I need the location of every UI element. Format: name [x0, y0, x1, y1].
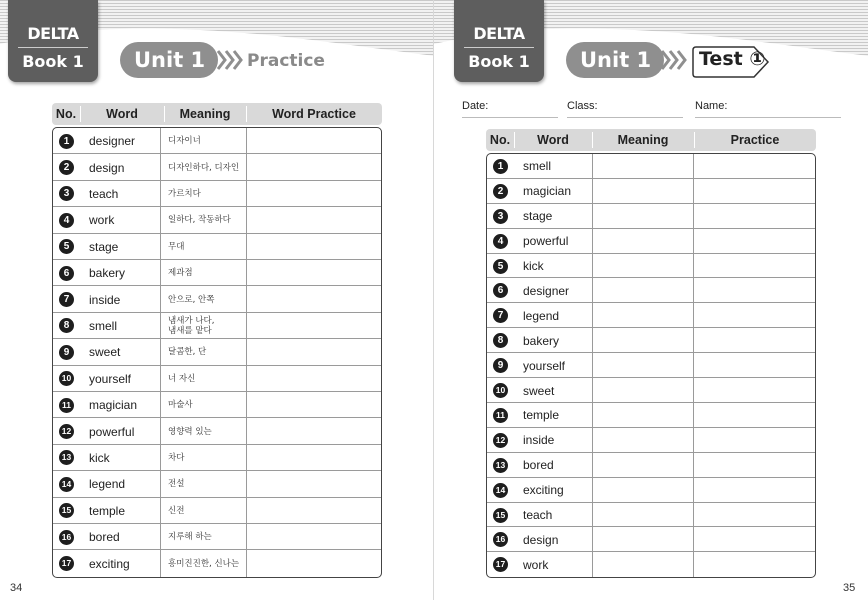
row-number-badge: 13	[493, 458, 508, 473]
column-header-meaning: Meaning	[179, 107, 231, 121]
class-label: Class:	[567, 100, 598, 112]
date-label: Date:	[462, 100, 489, 112]
word-practice-cell[interactable]	[247, 418, 382, 444]
column-divider	[246, 128, 247, 577]
row-number-badge: 14	[493, 483, 508, 498]
row-number-badge: 1	[59, 134, 74, 149]
row-meaning	[168, 163, 239, 173]
practice-answer-cell[interactable]	[694, 453, 816, 478]
meaning-answer-cell[interactable]	[593, 428, 693, 453]
practice-answer-cell[interactable]	[694, 403, 816, 428]
row-word: inside	[523, 433, 555, 448]
book-badge	[454, 0, 544, 82]
row-word: magician	[523, 184, 572, 199]
table-row	[487, 328, 815, 353]
row-word: stage	[523, 209, 553, 224]
row-word: stage	[89, 239, 119, 254]
meaning-answer-cell[interactable]	[593, 303, 693, 328]
table-row	[487, 503, 815, 528]
meaning-line: 지루해 하는	[168, 532, 212, 543]
row-word: teach	[89, 186, 119, 201]
meaning-answer-cell[interactable]	[593, 179, 693, 204]
book-badge	[8, 0, 98, 82]
practice-answer-cell[interactable]	[694, 254, 816, 279]
row-meaning	[168, 479, 184, 489]
row-number-badge: 2	[59, 160, 74, 175]
table-row	[53, 207, 381, 233]
unit-label: Unit 1	[566, 42, 664, 78]
row-number-badge: 8	[493, 333, 508, 348]
name-label: Name:	[695, 100, 728, 112]
meaning-answer-cell[interactable]	[593, 229, 693, 254]
practice-table-header	[52, 103, 382, 125]
row-number-badge: 14	[59, 477, 74, 492]
table-row	[487, 453, 815, 478]
column-header-no: No.	[489, 133, 511, 147]
meaning-line: 제과점	[168, 268, 193, 279]
book-label: Book 1	[22, 52, 84, 71]
meaning-line: 냄새를 맡다	[168, 325, 212, 336]
word-practice-cell[interactable]	[247, 260, 382, 286]
practice-answer-cell[interactable]	[694, 503, 816, 528]
meaning-line: 전설	[168, 479, 185, 490]
row-number-badge: 2	[493, 184, 508, 199]
table-row	[53, 524, 381, 550]
table-row	[487, 378, 815, 403]
triple-chevron-right-icon	[216, 48, 246, 72]
word-practice-cell[interactable]	[247, 286, 382, 312]
practice-answer-cell[interactable]	[694, 179, 816, 204]
right-page	[434, 0, 868, 600]
table-row	[53, 366, 381, 392]
row-word: designer	[89, 134, 136, 149]
badge-divider	[464, 47, 534, 48]
practice-table	[52, 127, 382, 578]
column-divider	[592, 154, 593, 577]
practice-answer-cell[interactable]	[694, 353, 816, 378]
table-row	[53, 234, 381, 260]
table-row	[487, 353, 815, 378]
row-word: smell	[523, 159, 552, 174]
meaning-line: 영향력 있는	[168, 426, 212, 437]
row-word: exciting	[89, 556, 130, 571]
row-word: kick	[89, 450, 110, 465]
table-row	[487, 229, 815, 254]
row-number-badge: 6	[493, 283, 508, 298]
row-word: bakery	[523, 333, 560, 348]
row-number-badge: 1	[493, 159, 508, 174]
row-word: exciting	[523, 483, 564, 498]
row-number-badge: 15	[59, 503, 74, 518]
row-number-badge: 9	[59, 345, 74, 360]
meaning-line: 무대	[168, 241, 185, 252]
row-word: legend	[523, 308, 560, 323]
row-word: yourself	[523, 358, 566, 373]
row-number-badge: 5	[493, 259, 508, 274]
row-number-badge: 5	[59, 239, 74, 254]
row-meaning	[168, 189, 201, 199]
row-meaning	[168, 559, 239, 569]
page-number: 34	[10, 582, 23, 594]
practice-answer-cell[interactable]	[694, 552, 816, 577]
word-practice-cell[interactable]	[247, 471, 382, 497]
practice-answer-cell[interactable]	[694, 154, 816, 179]
word-practice-cell[interactable]	[247, 154, 382, 180]
table-row	[487, 528, 815, 553]
row-meaning	[168, 400, 193, 410]
row-number-badge: 7	[59, 292, 74, 307]
column-divider	[160, 128, 161, 577]
row-word: sweet	[523, 383, 555, 398]
column-header-meaning: Meaning	[617, 133, 669, 147]
practice-answer-cell[interactable]	[694, 279, 816, 304]
meaning-answer-cell[interactable]	[593, 528, 693, 553]
date-field[interactable]	[462, 100, 558, 118]
book-label: Book 1	[468, 52, 530, 71]
row-word: bored	[89, 530, 120, 545]
table-row	[53, 128, 381, 154]
class-field[interactable]	[567, 100, 683, 118]
row-number-badge: 16	[59, 530, 74, 545]
column-header-word-practice: Word Practice	[272, 107, 356, 121]
section-title: Test ①	[699, 48, 766, 70]
practice-answer-cell[interactable]	[694, 528, 816, 553]
row-meaning	[168, 136, 201, 146]
meaning-answer-cell[interactable]	[593, 279, 693, 304]
meaning-line: 흥미진진한, 신나는	[168, 558, 240, 569]
column-header-practice: Practice	[730, 133, 780, 147]
row-meaning	[168, 295, 214, 305]
table-row	[487, 303, 815, 328]
row-word: yourself	[89, 371, 132, 386]
badge-divider	[18, 47, 88, 48]
series-label: DELTA	[27, 24, 79, 43]
section-title: Practice	[247, 51, 325, 71]
word-practice-cell[interactable]	[247, 366, 382, 392]
word-practice-cell[interactable]	[247, 181, 382, 207]
row-meaning	[168, 347, 206, 357]
row-word: sweet	[89, 345, 121, 360]
row-word: design	[89, 160, 125, 175]
meaning-answer-cell[interactable]	[593, 254, 693, 279]
table-row	[53, 392, 381, 418]
meaning-line: 너 자신	[168, 373, 196, 384]
table-row	[487, 254, 815, 279]
meaning-line: 디자이너	[168, 136, 201, 147]
row-number-badge: 16	[493, 532, 508, 547]
row-meaning	[168, 268, 193, 278]
table-row	[53, 418, 381, 444]
row-word: powerful	[89, 424, 135, 439]
practice-answer-cell[interactable]	[694, 478, 816, 503]
meaning-answer-cell[interactable]	[593, 154, 693, 179]
meaning-answer-cell[interactable]	[593, 353, 693, 378]
table-row	[53, 260, 381, 286]
row-number-badge: 12	[493, 433, 508, 448]
row-word: work	[89, 213, 115, 228]
row-number-badge: 3	[493, 209, 508, 224]
meaning-answer-cell[interactable]	[593, 378, 693, 403]
row-number-badge: 9	[493, 358, 508, 373]
word-practice-cell[interactable]	[247, 339, 382, 365]
meaning-answer-cell[interactable]	[593, 204, 693, 229]
meaning-line: 디자인하다, 디자인	[168, 162, 240, 173]
row-number-badge: 4	[493, 234, 508, 249]
unit-label: Unit 1	[120, 42, 218, 78]
table-row	[487, 154, 815, 179]
meaning-line: 차다	[168, 452, 185, 463]
table-row	[487, 279, 815, 304]
row-word: design	[523, 532, 559, 547]
row-word: bakery	[89, 266, 126, 281]
row-number-badge: 15	[493, 508, 508, 523]
row-word: work	[523, 557, 549, 572]
row-word: powerful	[523, 234, 569, 249]
meaning-line: 신전	[168, 505, 185, 516]
row-number-badge: 6	[59, 266, 74, 281]
row-number-badge: 3	[59, 186, 74, 201]
table-row	[53, 471, 381, 497]
row-word: magician	[89, 398, 138, 413]
row-number-badge: 17	[59, 556, 74, 571]
meaning-answer-cell[interactable]	[593, 403, 693, 428]
row-word: designer	[523, 283, 570, 298]
table-row	[487, 478, 815, 503]
row-meaning	[168, 316, 214, 336]
word-practice-cell[interactable]	[247, 524, 382, 550]
meaning-line: 냄새가 나다,	[168, 315, 215, 326]
word-practice-cell[interactable]	[247, 313, 382, 339]
row-number-badge: 7	[493, 308, 508, 323]
row-number-badge: 10	[59, 371, 74, 386]
row-word: legend	[89, 477, 126, 492]
word-practice-cell[interactable]	[247, 445, 382, 471]
meaning-answer-cell[interactable]	[593, 503, 693, 528]
word-practice-cell[interactable]	[247, 234, 382, 260]
meaning-line: 가르치다	[168, 188, 201, 199]
table-row	[53, 154, 381, 180]
column-header-word: Word	[537, 133, 569, 147]
word-practice-cell[interactable]	[247, 128, 382, 154]
row-meaning	[168, 453, 184, 463]
series-label: DELTA	[473, 24, 525, 43]
meaning-answer-cell[interactable]	[593, 478, 693, 503]
table-row	[487, 428, 815, 453]
row-word: kick	[523, 259, 544, 274]
table-row	[53, 181, 381, 207]
row-meaning	[168, 215, 231, 225]
row-number-badge: 17	[493, 557, 508, 572]
column-header-no: No.	[55, 107, 77, 121]
row-meaning	[168, 532, 212, 542]
practice-answer-cell[interactable]	[694, 303, 816, 328]
meaning-line: 안으로, 안쪽	[168, 294, 215, 305]
practice-answer-cell[interactable]	[694, 428, 816, 453]
word-practice-cell[interactable]	[247, 498, 382, 524]
practice-answer-cell[interactable]	[694, 378, 816, 403]
name-field[interactable]	[695, 100, 841, 118]
row-meaning	[168, 374, 195, 384]
row-word: smell	[89, 318, 118, 333]
row-word: bored	[523, 458, 554, 473]
meaning-answer-cell[interactable]	[593, 552, 693, 577]
word-practice-cell[interactable]	[247, 207, 382, 233]
column-header-word: Word	[106, 107, 138, 121]
row-word: temple	[89, 503, 126, 518]
page-number: 35	[843, 582, 856, 594]
practice-answer-cell[interactable]	[694, 229, 816, 254]
practice-answer-cell[interactable]	[694, 328, 816, 353]
table-row	[487, 552, 815, 577]
row-meaning	[168, 506, 184, 516]
table-row	[53, 498, 381, 524]
test-table-header	[486, 129, 816, 151]
test-table	[486, 153, 816, 578]
row-number-badge: 11	[493, 408, 508, 423]
row-number-badge: 10	[493, 383, 508, 398]
row-meaning	[168, 427, 212, 437]
table-row	[53, 445, 381, 471]
table-row	[487, 204, 815, 229]
row-meaning	[168, 242, 184, 252]
table-row	[487, 179, 815, 204]
row-word: temple	[523, 408, 560, 423]
column-divider	[693, 154, 694, 577]
meaning-line: 일하다, 작동하다	[168, 215, 231, 226]
row-word: inside	[89, 292, 121, 307]
practice-answer-cell[interactable]	[694, 204, 816, 229]
meaning-line: 마술사	[168, 400, 193, 411]
row-word: teach	[523, 508, 553, 523]
meaning-answer-cell[interactable]	[593, 328, 693, 353]
meaning-line: 달콤한, 단	[168, 347, 207, 358]
table-row	[53, 313, 381, 339]
row-number-badge: 4	[59, 213, 74, 228]
row-number-badge: 13	[59, 450, 74, 465]
meaning-answer-cell[interactable]	[593, 453, 693, 478]
table-row	[53, 286, 381, 312]
table-row	[53, 550, 381, 576]
table-row	[53, 339, 381, 365]
row-number-badge: 12	[59, 424, 74, 439]
row-number-badge: 11	[59, 398, 74, 413]
triple-chevron-right-icon	[660, 48, 690, 72]
student-info-fields	[462, 100, 842, 118]
word-practice-cell[interactable]	[247, 550, 382, 576]
word-practice-cell[interactable]	[247, 392, 382, 418]
table-row	[487, 403, 815, 428]
row-number-badge: 8	[59, 318, 74, 333]
